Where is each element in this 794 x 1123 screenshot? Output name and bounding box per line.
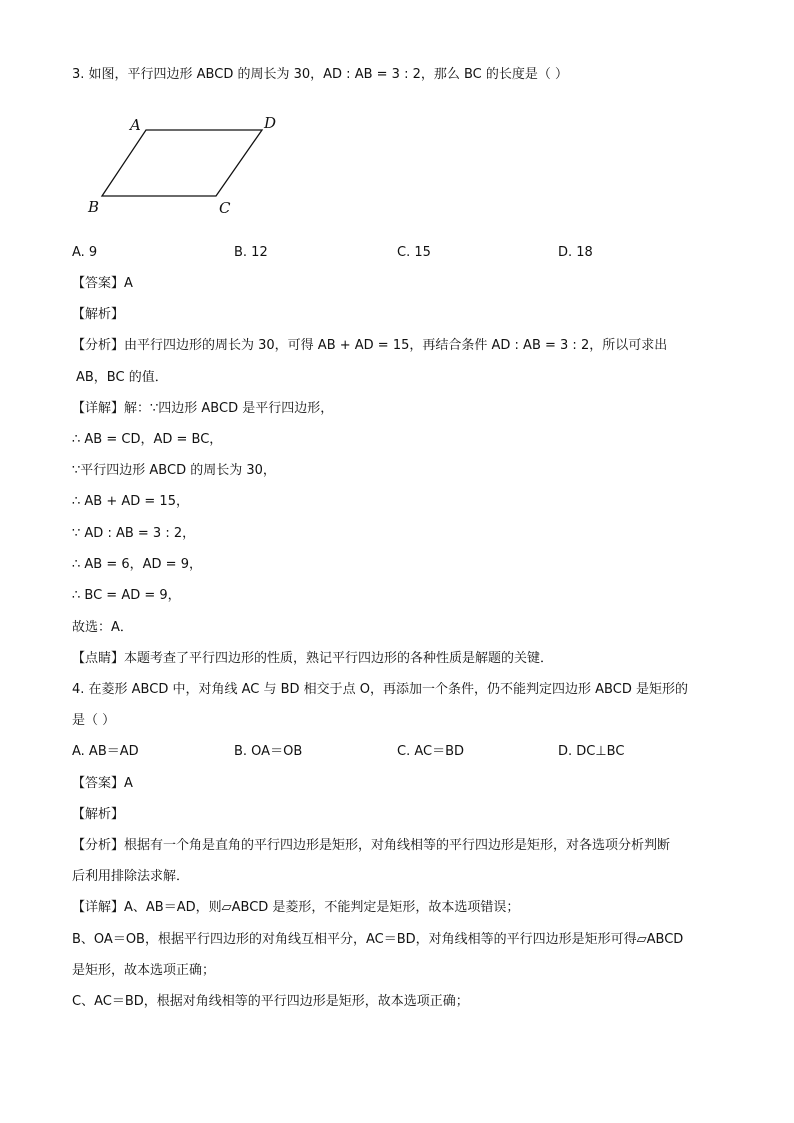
q3-option-b: B. 12	[234, 245, 268, 260]
q3-detail-line-2: ∴ AB = CD，AD = BC，	[72, 432, 223, 447]
label-b: B	[88, 198, 100, 216]
q3-dianjing: 【点睛】本题考查了平行四边形的性质，熟记平行四边形的各种性质是解题的关键．	[72, 651, 554, 666]
q4-option-b: B. OA＝OB	[234, 744, 303, 759]
q4-answer: 【答案】A	[72, 776, 133, 791]
q3-detail-line-6: ∴ AB = 6，AD = 9，	[72, 557, 202, 572]
q3-option-c: C. 15	[397, 245, 431, 260]
q4-option-a: A. AB＝AD	[72, 744, 139, 759]
label-a: A	[130, 116, 141, 134]
parallelogram-figure	[100, 128, 280, 208]
parallelogram-shape	[102, 130, 262, 196]
q4-option-d: D. DC⊥BC	[558, 744, 625, 759]
q4-option-c: C. AC＝BD	[397, 744, 465, 759]
q3-detail-line-8: 故选：A．	[72, 620, 133, 635]
label-c: C	[219, 199, 231, 217]
q4-fenxi-line-1: 【分析】根据有一个角是直角的平行四边形是矩形，对角线相等的平行四边形是矩形，对各选项分析判断	[72, 838, 671, 853]
q4-stem-line-2: 是（ ）	[72, 713, 116, 728]
q3-fenxi-line-1: 【分析】由平行四边形的周长为 30，可得 AB + AD = 15，再结合条件 AD : AB = 3 : 2，所以可求出	[72, 338, 668, 353]
q3-detail-line-7: ∴ BC = AD = 9，	[72, 588, 181, 603]
q3-option-d: D. 18	[558, 245, 593, 260]
q3-detail-line-3: ∵平行四边形 ABCD 的周长为 30，	[72, 463, 276, 478]
q3-stem: 3. 如图，平行四边形 ABCD 的周长为 30，AD : AB = 3 : 2，那么 BC 的长度是（ ）	[72, 67, 569, 82]
q3-option-a: A. 9	[72, 245, 98, 260]
q3-answer: 【答案】A	[72, 276, 133, 291]
q3-fenxi-line-2: AB，BC 的值．	[76, 370, 168, 385]
q4-analysis-heading: 【解析】	[72, 807, 125, 822]
q4-detail-line-2: B、OA＝OB，根据平行四边形的对角线互相平分，AC＝BD，对角线相等的平行四边形是矩形可得▱ABCD	[72, 932, 684, 947]
q3-detail-line-5: ∵ AD : AB = 3 : 2，	[72, 526, 196, 541]
q3-detail-line-4: ∴ AB + AD = 15，	[72, 494, 189, 509]
q4-detail-line-1: 【详解】A、AB＝AD，则▱ABCD 是菱形，不能判定是矩形，故本选项错误；	[72, 900, 520, 915]
label-d: D	[264, 114, 277, 132]
q3-detail-line-1: 【详解】解：∵四边形 ABCD 是平行四边形，	[72, 401, 334, 416]
q4-stem-line-1: 4. 在菱形 ABCD 中，对角线 AC 与 BD 相交于点 O，再添加一个条件，仍不能判定四边形 ABCD 是矩形的	[72, 682, 688, 697]
q4-fenxi-line-2: 后利用排除法求解．	[72, 869, 190, 884]
q3-analysis-heading: 【解析】	[72, 307, 125, 322]
q4-detail-line-3: 是矩形，故本选项正确；	[72, 963, 216, 978]
q4-detail-line-4: C、AC＝BD，根据对角线相等的平行四边形是矩形，故本选项正确；	[72, 994, 469, 1009]
